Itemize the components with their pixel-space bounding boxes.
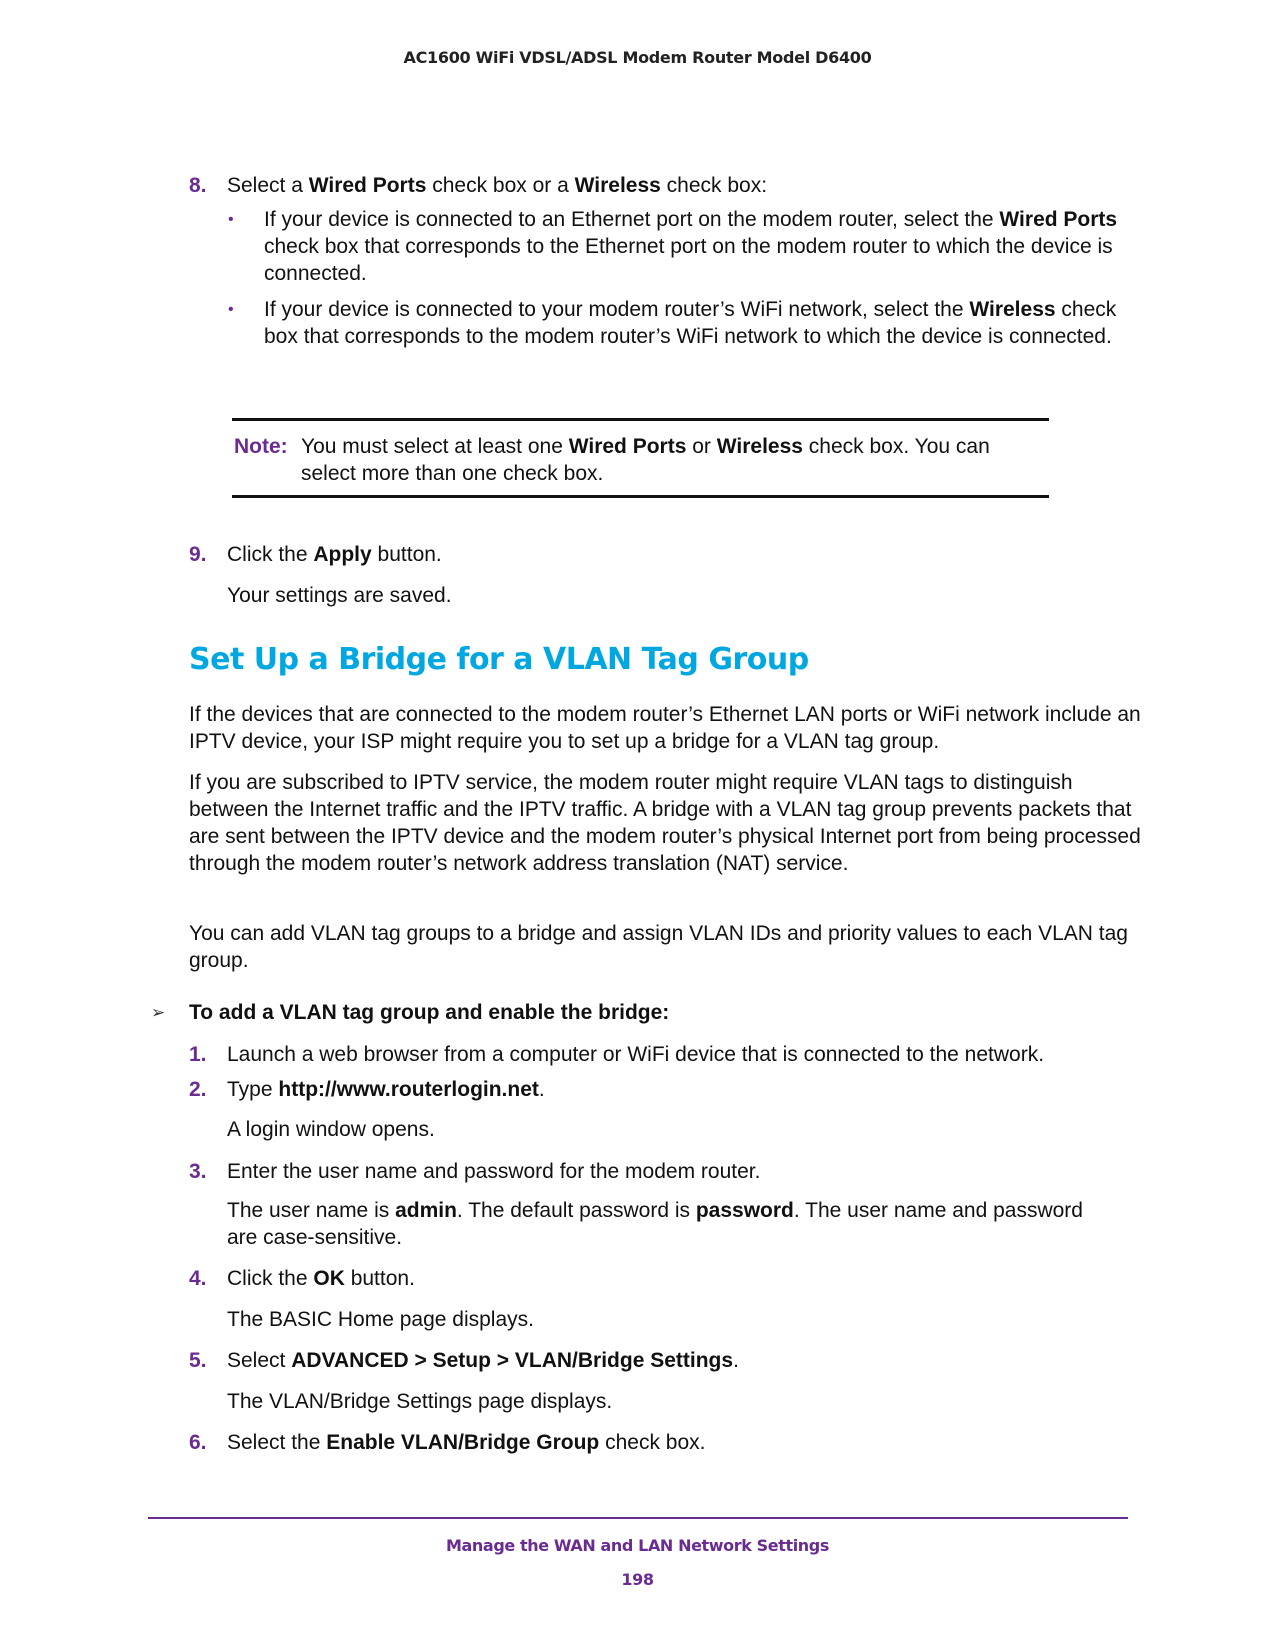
step-1-text: Launch a web browser from a computer or WiFi device that is connected to the network.	[227, 1043, 1045, 1066]
footer-chapter: Manage the WAN and LAN Network Settings	[446, 1536, 829, 1555]
bullet-wireless: If your device is connected to your modem router’s WiFi network, select the Wireless check box that corresponds to the modem router’s WiFi network to which the device is connected.	[264, 298, 1117, 348]
step-number: 6.	[189, 1431, 207, 1454]
note-rule-top	[232, 418, 1049, 421]
procedure-arrow-icon: ➢	[151, 1003, 166, 1022]
step-9-text: Click the Apply button.	[227, 543, 442, 566]
step-5-text: Select ADVANCED > Setup > VLAN/Bridge Settings.	[227, 1349, 739, 1372]
page-number: 198	[621, 1570, 654, 1589]
step-4-text: Click the OK button.	[227, 1267, 415, 1290]
step-number: 1.	[189, 1043, 207, 1066]
note-label: Note:	[234, 435, 288, 458]
step-number: 3.	[189, 1160, 207, 1183]
paragraph: If the devices that are connected to the modem router’s Ethernet LAN ports or WiFi network include an IPTV device, your ISP might require you to set up a bridge for a VLAN tag group.	[189, 703, 1141, 753]
paragraph: If you are subscribed to IPTV service, the modem router might require VLAN tags to distinguish between the Internet traffic and the IPTV traffic. A bridge with a VLAN tag group prevents packets that are sent between the IPTV device and the modem router’s physical Internet port from being processed through the modem router’s network address translation (NAT) service.	[189, 771, 1141, 875]
running-header: AC1600 WiFi VDSL/ADSL Modem Router Model D6400	[403, 48, 872, 67]
step-number: 9.	[189, 543, 207, 566]
step-6-text: Select the Enable VLAN/Bridge Group check box.	[227, 1431, 706, 1454]
procedure-title: To add a VLAN tag group and enable the bridge:	[189, 1001, 670, 1024]
bullet-icon: •	[228, 301, 234, 318]
step-4-result: The BASIC Home page displays.	[227, 1308, 534, 1331]
step-3-result: The user name is admin. The default password is password. The user name and password are case-sensitive.	[227, 1199, 1083, 1249]
section-heading: Set Up a Bridge for a VLAN Tag Group	[189, 642, 809, 677]
step-2-text: Type http://www.routerlogin.net.	[227, 1078, 545, 1101]
step-9-result: Your settings are saved.	[227, 584, 452, 607]
note-rule-bottom	[232, 495, 1049, 498]
bullet-wired: If your device is connected to an Ethernet port on the modem router, select the Wired Ports check box that corresponds to the Ethernet port on the modem router to which the device is connected.	[264, 208, 1118, 285]
step-text: Select a Wired Ports check box or a Wireless check box:	[227, 174, 768, 197]
step-number: 4.	[189, 1267, 207, 1290]
note-text: You must select at least one Wired Ports or Wireless check box. You can select more than one check box.	[301, 435, 990, 485]
step-number: 2.	[189, 1078, 207, 1101]
bullet-icon: •	[228, 211, 234, 228]
step-5-result: The VLAN/Bridge Settings page displays.	[227, 1390, 613, 1413]
step-2-result: A login window opens.	[227, 1118, 435, 1141]
step-number: 5.	[189, 1349, 207, 1372]
step-number: 8.	[189, 174, 207, 197]
footer-rule	[148, 1517, 1128, 1519]
paragraph: You can add VLAN tag groups to a bridge and assign VLAN IDs and priority values to each VLAN tag group.	[189, 922, 1128, 972]
step-3-text: Enter the user name and password for the modem router.	[227, 1160, 761, 1183]
